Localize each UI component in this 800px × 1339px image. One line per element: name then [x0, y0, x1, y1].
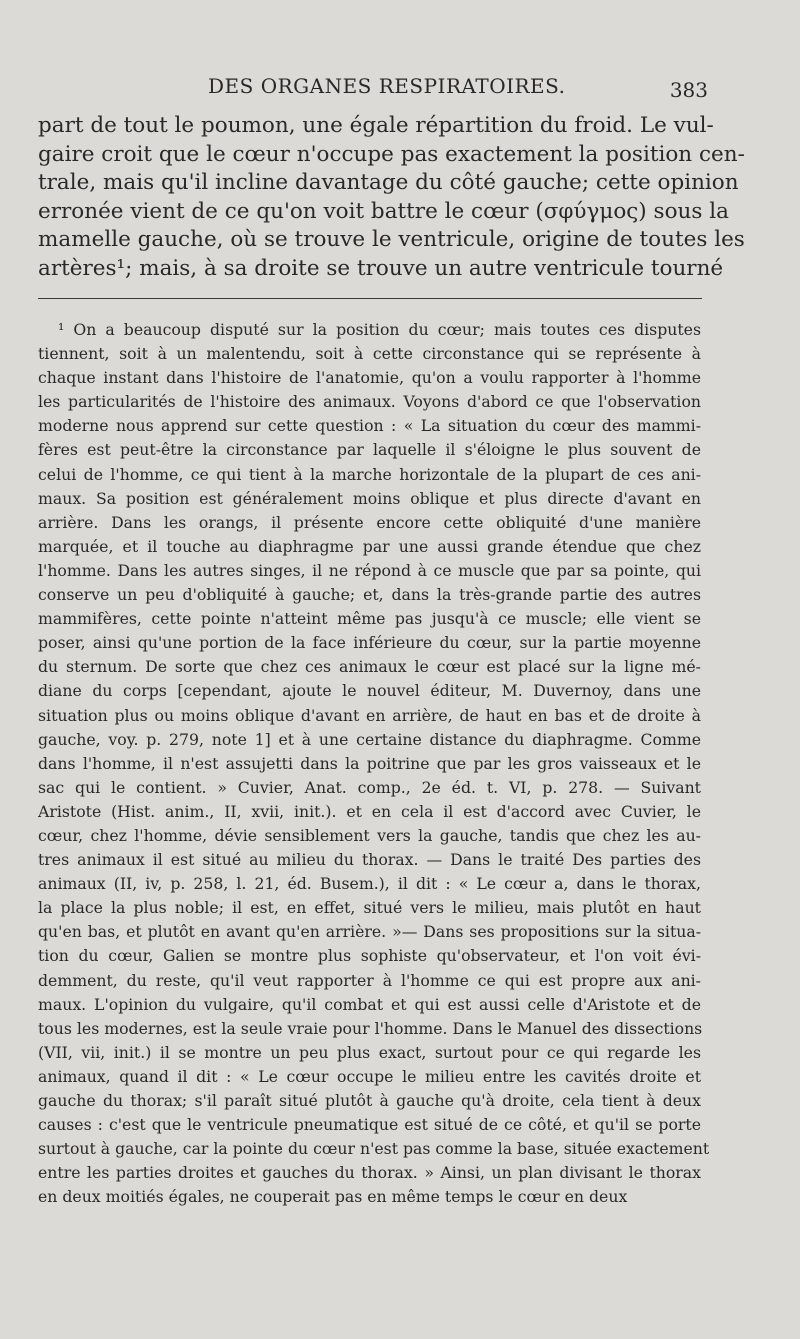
- footnote-line: conserve un peu d'obliquité à gauche; et, dans la très-grande partie des autres: [38, 585, 701, 605]
- footnote-line: animaux (II, iv, p. 258, l. 21, éd. Busem.), il dit : « Le cœur a, dans le thorax,: [38, 874, 701, 894]
- page-header: [38, 74, 708, 104]
- footnote-line: gauche, voy. p. 279, note 1] et à une certaine distance du diaphragme. Comme: [38, 729, 701, 749]
- footnote-line: maux. L'opinion du vulgaire, qu'il combat et qui est aussi celle d'Aristote et de: [38, 994, 701, 1014]
- body-line: part de tout le poumon, une égale répartition du froid. Le vul-: [38, 113, 714, 138]
- body-line: gaire croit que le cœur n'occupe pas exactement la position cen-: [38, 141, 745, 167]
- footnote-line: l'homme. Dans les autres singes, il ne répond à ce muscle que par sa pointe, qui: [38, 560, 701, 580]
- footnote-line: tion du cœur, Galien se montre plus sophiste qu'observateur, et l'on voit évi-: [38, 946, 701, 966]
- footnote-line: entre les parties droites et gauches du thorax. » Ainsi, un plan divisant le thorax: [38, 1163, 701, 1183]
- footnote-line: ¹ On a beaucoup disputé sur la position du cœur; mais toutes ces disputes: [58, 320, 701, 339]
- footnote-line: maux. Sa position est généralement moins oblique et plus directe d'avant en: [38, 488, 701, 508]
- footnote-line: mammifères, cette pointe n'atteint même pas jusqu'à ce muscle; elle vient se: [38, 609, 701, 629]
- footnote-line: diane du corps [cependant, ajoute le nouvel éditeur, M. Duvernoy, dans une: [38, 681, 701, 701]
- footnote-line: Aristote (Hist. anim., II, xvii, init.). et en cela il est d'accord avec Cuvier, le: [38, 801, 701, 821]
- footnote-line: gauche du thorax; s'il paraît situé plutôt à gauche qu'à droite, cela tient à deux: [38, 1091, 701, 1110]
- body-text: [38, 112, 745, 284]
- footnote-line: qu'en bas, et plutôt en avant qu'en arrière. »— Dans ses propositions sur la situa-: [38, 922, 701, 942]
- footnote-line: moderne nous apprend sur cette question : « La situation du cœur des mammi-: [38, 416, 701, 436]
- footnote-line: situation plus ou moins oblique d'avant en arrière, de haut en bas et de droite à: [38, 705, 701, 725]
- footnote-line: tres animaux il est situé au milieu du thorax. — Dans le traité Des parties des: [38, 850, 701, 870]
- footnote-line: demment, du reste, qu'il veut rapporter à l'homme ce qui est propre aux ani-: [38, 970, 701, 990]
- footnote-line: la place la plus noble; il est, en effet, situé vers le milieu, mais plutôt en haut: [38, 898, 701, 918]
- footnote-line: surtout à gauche, car la pointe du cœur n'est pas comme la base, située exactement: [38, 1139, 710, 1159]
- page-number: 383: [669, 78, 708, 102]
- footnote-line: chaque instant dans l'histoire de l'anatomie, qu'on a voulu rapporter à l'homme: [38, 368, 701, 388]
- footnote-line: du sternum. De sorte que chez ces animaux le cœur est placé sur la ligne mé-: [38, 657, 701, 677]
- footnote-line: arrière. Dans les orangs, il présente encore cette obliquité d'une manière: [38, 512, 701, 532]
- footnote-line: poser, ainsi qu'une portion de la face inférieure du cœur, sur la partie moyenne: [38, 633, 701, 653]
- footnote-separator: [38, 298, 702, 299]
- footnote: [38, 318, 710, 1209]
- footnote-line: (VII, vii, init.) il se montre un peu plus exact, surtout pour ce qui regarde les: [38, 1042, 701, 1062]
- footnote-line: cœur, chez l'homme, dévie sensiblement vers la gauche, tandis que chez les au-: [38, 825, 701, 845]
- footnote-line: tiennent, soit à un malentendu, soit à cette circonstance qui se représente à: [38, 344, 701, 364]
- body-line: mamelle gauche, où se trouve le ventricule, origine de toutes les: [38, 227, 745, 253]
- running-title: DES ORGANES RESPIRATOIRES.: [208, 74, 566, 98]
- footnote-line: marquée, et il touche au diaphragme par une aussi grande étendue que chez: [38, 536, 701, 556]
- footnote-line: celui de l'homme, ce qui tient à la marche horizontale de la plupart de ces ani-: [38, 464, 701, 484]
- footnote-line: animaux, quand il dit : « Le cœur occupe le milieu entre les cavités droite et: [38, 1066, 701, 1086]
- body-line: trale, mais qu'il incline davantage du côté gauche; cette opinion: [38, 170, 739, 196]
- footnote-line: causes : c'est que le ventricule pneumatique est situé de ce côté, et qu'il se porte: [38, 1115, 701, 1135]
- body-line: artères¹; mais, à sa droite se trouve un autre ventricule tourné: [38, 255, 724, 281]
- footnote-line: les particularités de l'histoire des animaux. Voyons d'abord ce que l'observation: [38, 392, 701, 412]
- footnote-line: fères est peut-être la circonstance par laquelle il s'éloigne le plus souvent de: [38, 440, 701, 460]
- footnote-line: en deux moitiés égales, ne couperait pas en même temps le cœur en deux: [38, 1187, 628, 1207]
- footnote-line: dans l'homme, il n'est assujetti dans la poitrine que par les gros vaisseaux et le: [38, 753, 701, 773]
- footnote-line: tous les modernes, est la seule vraie pour l'homme. Dans le Manuel des dissections: [38, 1018, 703, 1038]
- body-line: erronée vient de ce qu'on voit battre le cœur (σφύγμος) sous la: [38, 198, 729, 224]
- footnote-line: sac qui le contient. » Cuvier, Anat. comp., 2e éd. t. VI, p. 278. — Suivant: [38, 777, 701, 797]
